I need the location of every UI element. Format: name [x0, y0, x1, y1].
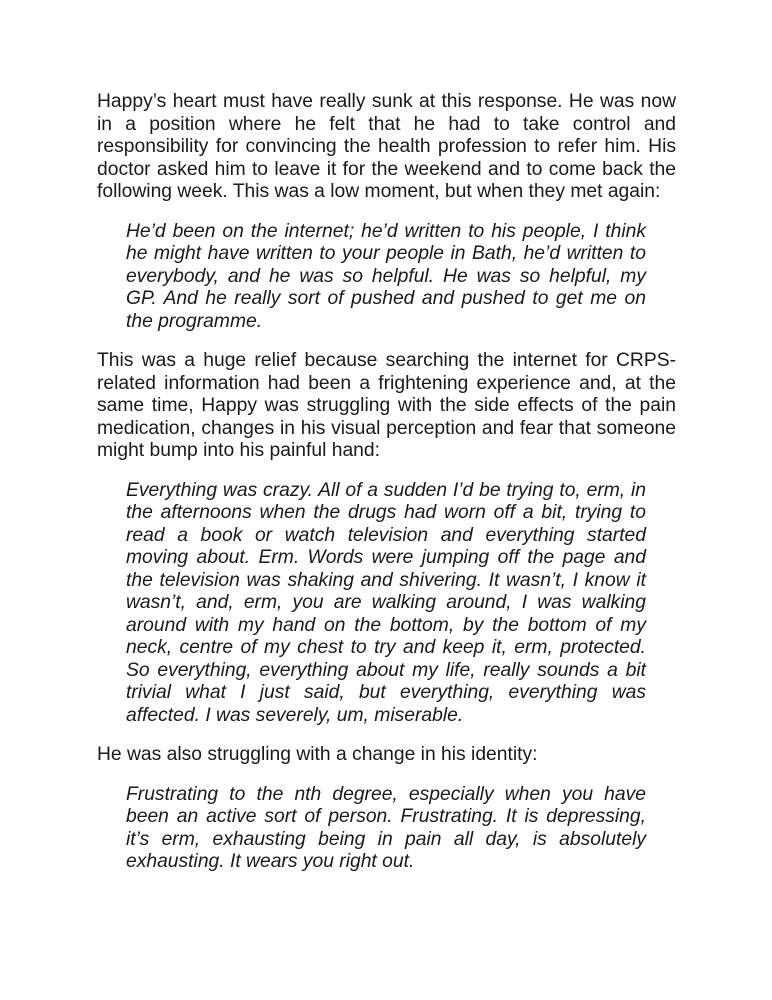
- quote-paragraph-2: Everything was crazy. All of a sudden I’d be trying to, erm, in the afternoons when the drugs had worn off a bit, trying to read a book or watch television and everything started moving about. Erm. Words were jumping off the page and the television was shaking and shivering. It wasn’t, I know it wasn’t, and, erm, you are walking around, I was walking around with my hand on the bottom, by the bottom of my neck, centre of my chest to try and keep it, erm, protected. So everything, everything about my life, really sounds a bit trivial what I just said, but everything, everything was affected. I was severely, um, miserable.: [126, 479, 646, 726]
- body-paragraph-3: He was also struggling with a change in his identity:: [97, 744, 538, 765]
- quote-paragraph-1: He’d been on the internet; he’d written to his people, I think he might have written to your people in Bath, he’d written to everybody, and he was so helpful. He was so helpful, my GP. And he really sort of pushed and pushed to get me on the programme.: [126, 220, 646, 332]
- document-page: [97, 91, 676, 891]
- body-paragraph-1: Happy’s heart must have really sunk at this response. He was now in a position where he felt that he had to take control and responsibility for convincing the health profession to refer him. His doctor asked him to leave it for the weekend and to come back the following week. This was a low moment, but when they met again:: [97, 91, 676, 202]
- body-paragraph-2: This was a huge relief because searching the internet for CRPS-related information had been a frightening experience and, at the same time, Happy was struggling with the side effects of the pain medication, changes in his visual perception and fear that someone might bump into his painful hand:: [97, 350, 676, 461]
- quote-paragraph-3: Frustrating to the nth degree, especially when you have been an active sort of person. Frustrating. It is depressing, it’s erm, exhausting being in pain all day, is absolutely exhausting. It wears you right out.: [126, 783, 646, 872]
